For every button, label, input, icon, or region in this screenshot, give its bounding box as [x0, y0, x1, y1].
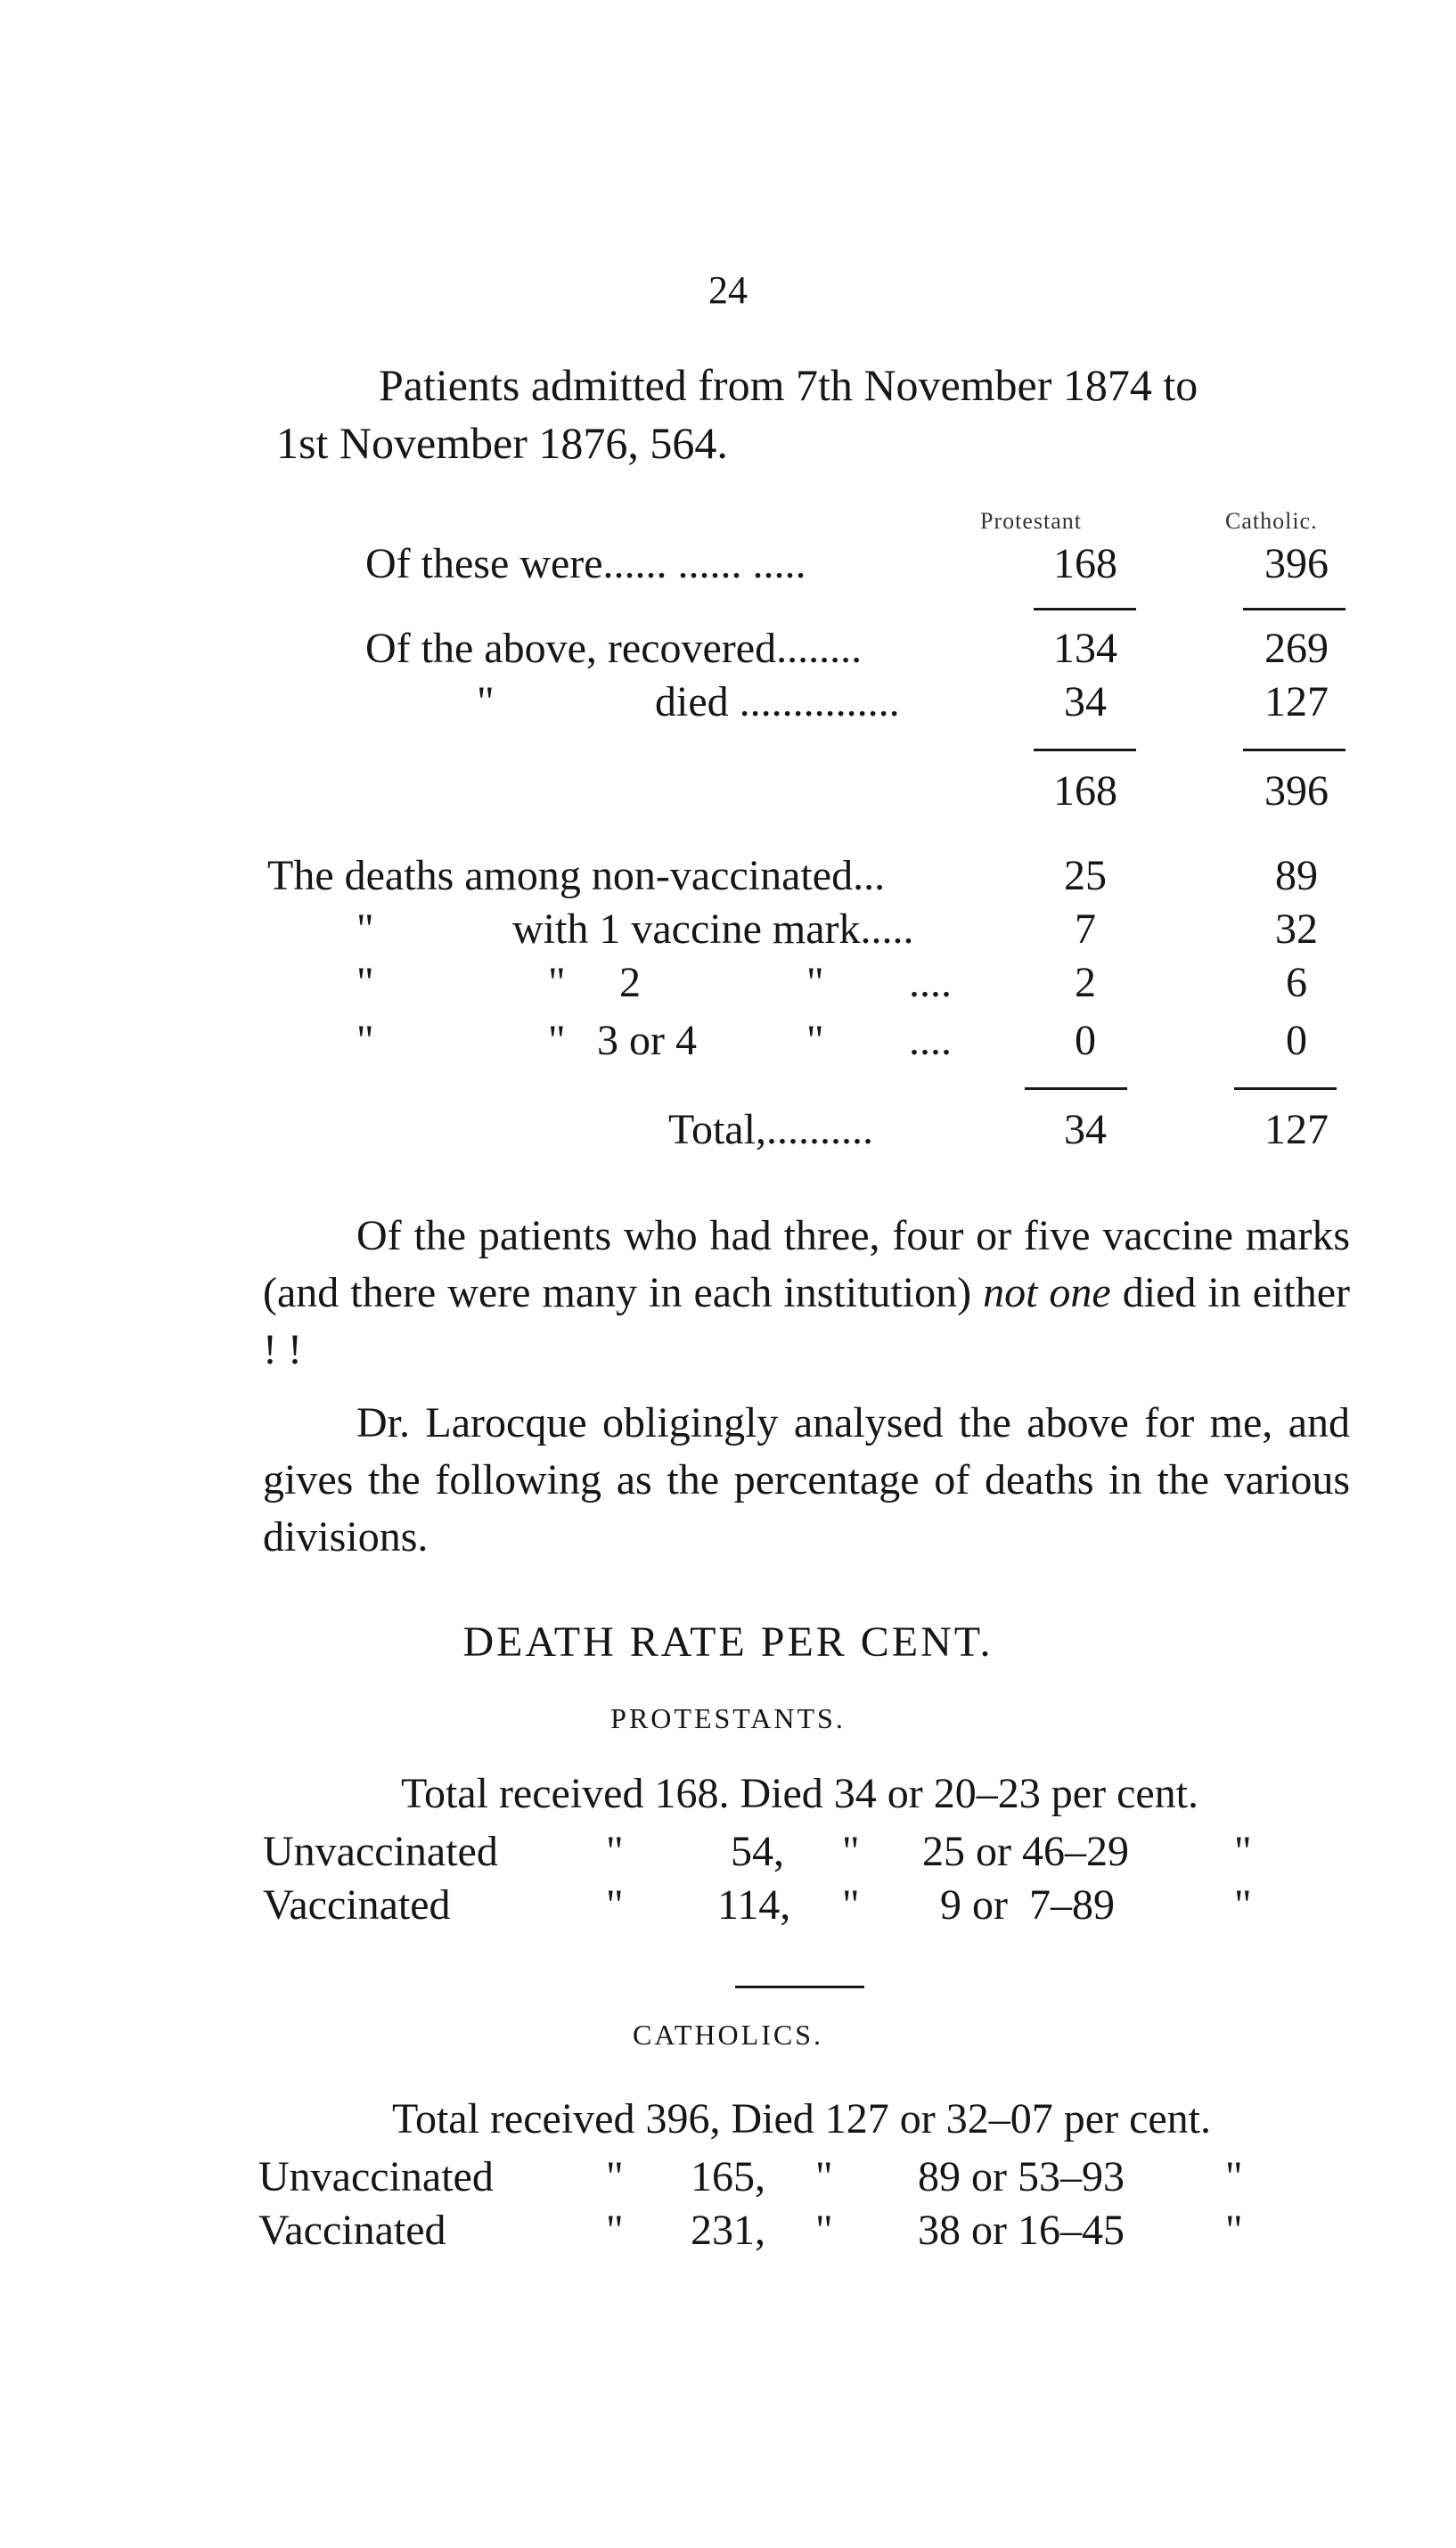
stat-row-label: Unvaccinated — [263, 1828, 498, 1875]
column-header-protestant: Protestant — [980, 508, 1082, 534]
deaths-row-ditto: " — [548, 959, 566, 1006]
deaths-row-ditto: " — [356, 1017, 374, 1064]
died-ditto-mark: " — [477, 678, 495, 725]
deaths-row-dots: .... — [909, 959, 952, 1006]
intro-line-1: Patients admitted from 7th November 1874 to — [379, 360, 1198, 410]
stat-row-ditto: " — [606, 1881, 624, 1929]
rule-protestant-2 — [1034, 749, 1136, 751]
rule-protestant-1 — [1034, 608, 1136, 610]
paragraph-text: died in either ! ! — [263, 1269, 1351, 1373]
stat-row-ditto: " — [606, 2153, 624, 2200]
these-were-protestant: 168 — [1053, 540, 1117, 587]
paragraph-emphasis: not one — [983, 1269, 1111, 1316]
paragraph-text: Dr. Larocque obligingly analysed the above for me, and gives the following as the percentage of deaths in the various divisions. — [263, 1399, 1350, 1561]
deaths-row-catholic: 0 — [1286, 1017, 1307, 1064]
deaths-row-catholic: 89 — [1275, 852, 1318, 899]
stat-row-ditto: " — [1234, 1881, 1252, 1929]
intro-line-2: 1st November 1876, 564. — [276, 418, 728, 468]
stat-row-ditto: " — [842, 1828, 860, 1875]
paragraph-text: Of the patients who had three, four or five vaccine marks (and there were many in each institution) — [263, 1212, 1350, 1316]
section-divider — [735, 1986, 864, 1988]
stat-row-ditto: " — [815, 2153, 833, 2200]
paragraph-larocque — [263, 1395, 1350, 1566]
stat-row-ditto: " — [606, 2207, 624, 2254]
died-catholic: 127 — [1264, 678, 1329, 725]
catholics-total-line: Total received 396, Died 127 or 32–07 per cent. — [392, 2095, 1212, 2142]
total-protestant: 34 — [1064, 1106, 1107, 1153]
deaths-row-ditto: " — [356, 959, 374, 1006]
page-number: 24 — [708, 268, 748, 312]
row-label-these-were: Of these were...... ...... ..... — [365, 540, 806, 587]
stat-row-died: 25 or 46–29 — [922, 1828, 1129, 1875]
stat-row-died: 9 or 7–89 — [940, 1881, 1115, 1929]
stat-row-ditto: " — [842, 1881, 860, 1929]
deaths-row-ditto: " — [548, 1017, 566, 1064]
rule-catholic-3 — [1234, 1087, 1337, 1090]
deaths-row-catholic: 6 — [1286, 959, 1307, 1006]
rule-catholic-2 — [1243, 749, 1346, 751]
deaths-row-ditto: " — [806, 1017, 824, 1064]
deaths-row-label: with 1 vaccine mark..... — [512, 905, 914, 953]
deaths-row-label: 3 or 4 — [597, 1017, 697, 1064]
deaths-row-protestant: 2 — [1075, 959, 1096, 1006]
deaths-row-dots: .... — [909, 1017, 952, 1064]
rule-catholic-1 — [1243, 608, 1346, 610]
protestants-heading: PROTESTANTS. — [610, 1702, 846, 1734]
row-label-died: died ............... — [655, 678, 900, 725]
deaths-row-ditto: " — [356, 905, 374, 953]
protestants-total-line: Total received 168. Died 34 or 20–23 per cent. — [401, 1770, 1199, 1817]
deaths-row-ditto: " — [806, 959, 824, 1006]
deaths-row-protestant: 0 — [1075, 1017, 1096, 1064]
subtotal-protestant: 168 — [1053, 767, 1117, 815]
column-header-catholic: Catholic. — [1225, 508, 1318, 534]
deaths-row-protestant: 25 — [1064, 852, 1107, 899]
stat-row-died: 38 or 16–45 — [918, 2207, 1125, 2254]
deaths-row-label: The deaths among non-vaccinated... — [267, 852, 886, 899]
these-were-catholic: 396 — [1264, 540, 1329, 587]
stat-row-ditto: " — [606, 1828, 624, 1875]
stat-row-label: Unvaccinated — [258, 2153, 494, 2200]
total-catholic: 127 — [1264, 1106, 1329, 1153]
total-label: Total,.......... — [668, 1106, 873, 1153]
stat-row-ditto: " — [815, 2207, 833, 2254]
paragraph-vaccine-marks — [263, 1208, 1350, 1379]
deaths-row-catholic: 32 — [1275, 905, 1318, 953]
deaths-row-protestant: 7 — [1075, 905, 1096, 953]
rule-protestant-3 — [1025, 1087, 1127, 1090]
died-protestant: 34 — [1064, 678, 1107, 725]
stat-row-ditto: " — [1225, 2207, 1243, 2254]
stat-row-received: 165, — [691, 2153, 765, 2200]
stat-row-label: Vaccinated — [258, 2207, 446, 2254]
stat-row-ditto: " — [1225, 2153, 1243, 2200]
death-rate-heading: DEATH RATE PER CENT. — [462, 1618, 994, 1666]
stat-row-received: 54, — [731, 1828, 784, 1875]
stat-row-received: 231, — [691, 2207, 765, 2254]
catholics-heading: CATHOLICS. — [632, 2019, 823, 2051]
recovered-protestant: 134 — [1053, 625, 1117, 672]
subtotal-catholic: 396 — [1264, 767, 1329, 815]
deaths-row-label: 2 — [619, 959, 641, 1006]
stat-row-ditto: " — [1234, 1828, 1252, 1875]
stat-row-received: 114, — [717, 1881, 791, 1929]
stat-row-died: 89 or 53–93 — [918, 2153, 1125, 2200]
stat-row-label: Vaccinated — [263, 1881, 451, 1929]
recovered-catholic: 269 — [1264, 625, 1329, 672]
row-label-recovered: Of the above, recovered........ — [365, 625, 863, 672]
